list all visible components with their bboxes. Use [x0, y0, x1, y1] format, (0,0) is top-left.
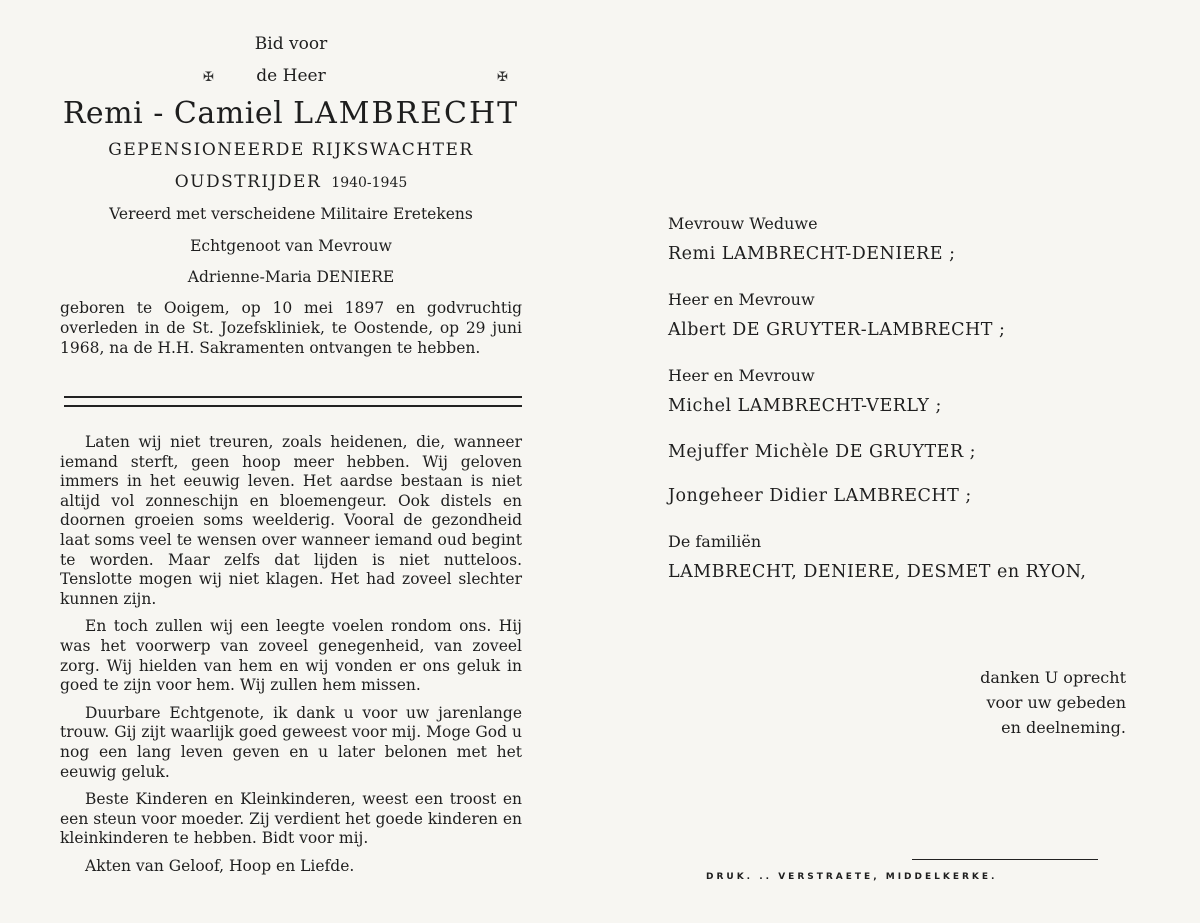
veteran-line — [60, 172, 522, 192]
family-line: De familiën — [668, 532, 762, 551]
cross-icon: ✠ — [497, 70, 508, 85]
veteran-years: 1940-1945 — [331, 175, 408, 191]
occupation: GEPENSIONEERDE RIJKSWACHTER — [108, 140, 474, 160]
thanks-line: danken U oprecht — [980, 668, 1126, 687]
paragraph: Akten van Geloof, Hoop en Liefde. — [85, 856, 355, 875]
de-heer: de Heer — [256, 66, 326, 86]
family-line: Michel LAMBRECHT-VERLY ; — [668, 396, 942, 416]
first-name: Remi - Camiel — [62, 96, 284, 131]
cross-icon: ✠ — [203, 70, 214, 85]
honors: Vereerd met verscheidene Militaire Eretekens — [109, 205, 473, 223]
prayer-text — [60, 433, 522, 884]
last-name: LAMBRECHT — [293, 96, 520, 131]
birth-death-text: geboren te Ooigem, op 10 mei 1897 en godvruchtig overleden in de St. Jozefskliniek, te Oostende, op 29 juni 1968, na de H.H. Sakramenten ontvangen te hebben. — [60, 299, 522, 357]
bid-voor: Bid voor — [254, 34, 328, 54]
family-line: Mevrouw Weduwe — [668, 214, 818, 233]
veteran-label: OUDSTRIJDER — [174, 172, 322, 192]
paragraph: En toch zullen wij een leegte voelen rondom ons. Hij was het voorwerp van zoveel genegenheid, van zoveel zorg. Wij hielden van hem en wij vonden er ons geluk in goed te zijn voor hem. Wij zullen hem missen. — [60, 617, 522, 695]
printer-rule — [912, 859, 1098, 860]
family-line: Heer en Mevrouw — [668, 366, 815, 385]
paragraph: Laten wij niet treuren, zoals heidenen, die, wanneer iemand sterft, geen hoop meer hebben. Wij geloven immers in het eeuwig leven. Het aardse bestaan is niet altijd vol zonneschijn en bloemengeur. Ook distels en doornen groeien soms weelderig. Vooral de gezondheid laat soms veel te wensen over wanneer iemand oud begint te worden. Maar zelfs dat lijden is niet nutteloos. Tenslotte mogen wij niet klagen. Het had zoveel slechter kunnen zijn. — [60, 433, 522, 608]
family-line: Albert DE GRUYTER-LAMBRECHT ; — [668, 320, 1006, 340]
family-line: Jongeheer Didier LAMBRECHT ; — [668, 486, 972, 506]
thanks-line: voor uw gebeden — [986, 693, 1126, 712]
spouse-name: Adrienne-Maria DENIERE — [187, 268, 395, 286]
deceased-name — [60, 96, 522, 131]
printer-credit: DRUK. .. VERSTRAETE, MIDDELKERKE. — [706, 872, 998, 882]
family-line: Mejuffer Michèle DE GRUYTER ; — [668, 442, 977, 462]
family-line: Heer en Mevrouw — [668, 290, 815, 309]
thanks-line: en deelneming. — [1001, 718, 1126, 737]
paragraph: Duurbare Echtgenote, ik dank u voor uw jarenlange trouw. Gij zijt waarlijk goed geweest voor mij. Moge God u nog een lang leven geven en u later belonen met het eeuwig geluk. — [60, 703, 522, 781]
spouse-intro: Echtgenoot van Mevrouw — [190, 237, 392, 255]
family-line: Remi LAMBRECHT-DENIERE ; — [668, 244, 956, 264]
double-rule — [64, 396, 522, 407]
family-line: LAMBRECHT, DENIERE, DESMET en RYON, — [668, 562, 1087, 582]
paragraph: Beste Kinderen en Kleinkinderen, weest een troost en een steun voor moeder. Zij verdient het goede kinderen en kleinkinderen te hebben. Bidt voor mij. — [60, 790, 522, 848]
